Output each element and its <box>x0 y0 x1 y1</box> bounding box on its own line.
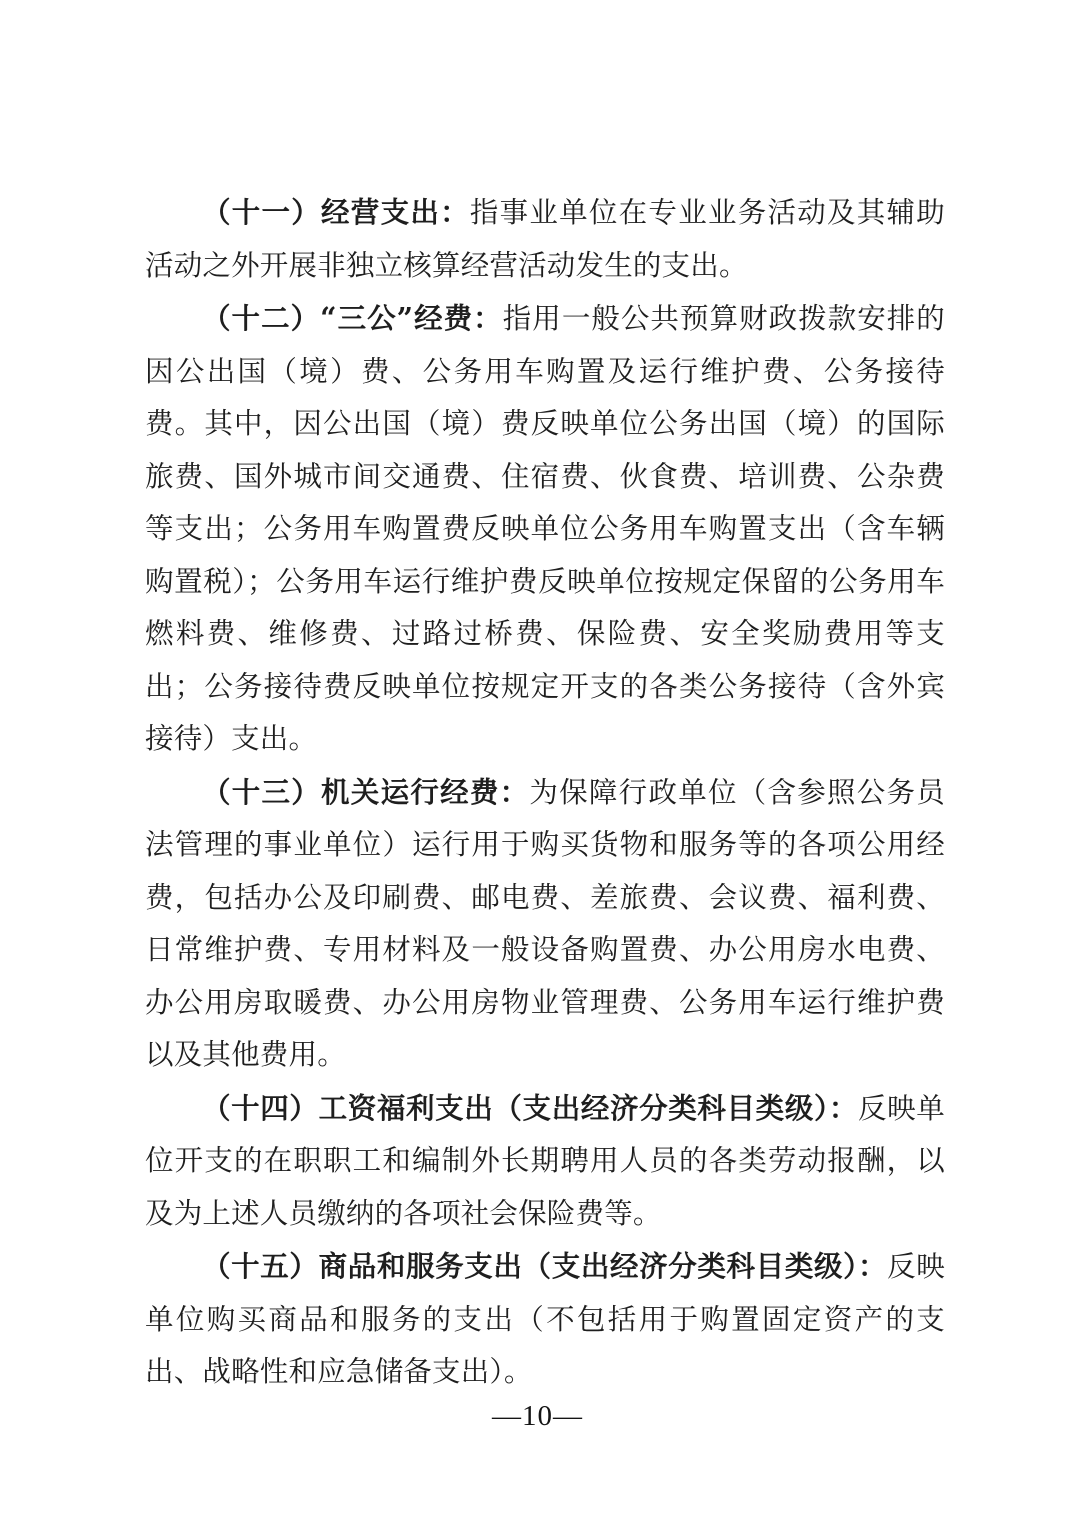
paragraph-lead: （十一）经营支出： <box>202 195 470 229</box>
paragraph <box>145 292 945 766</box>
paragraph-text: 指用一般公共预算财政拨款安排的因公出国（境）费、公务用车购置及运行维护费、公务接待费。其中，因公出国（境）费反映单位公务出国（境）的国际旅费、国外城市间交通费、住宿费、伙食费、培训费、公杂费等支出；公务用车购置费反映单位公务用车购置支出（含车辆购置税）；公务用车运行维护费反映单位按规定保留的公务用车燃料费、维修费、过路过桥费、保险费、安全奖励费用等支出；公务接待费反映单位按规定开支的各类公务接待（含外宾接待）支出。 <box>145 302 945 755</box>
paragraph-lead: （十五）商品和服务支出（支出经济分类科目类级）： <box>202 1249 888 1283</box>
paragraph <box>145 1240 945 1399</box>
paragraph-lead: （十四）工资福利支出（支出经济分类科目类级）： <box>202 1090 859 1125</box>
paragraph <box>145 766 945 1082</box>
paragraph <box>145 1082 945 1241</box>
paragraph-text: 反映单位购买商品和服务的支出（不包括用于购置固定资产的支出、战略性和应急储备支出）。 <box>145 1250 945 1388</box>
page-number: —10— <box>492 1400 583 1432</box>
document-body <box>145 186 945 1399</box>
paragraph-text: 为保障行政单位（含参照公务员法管理的事业单位）运行用于购买货物和服务等的各项公用经费，包括办公及印刷费、邮电费、差旅费、会议费、福利费、日常维护费、专用材料及一般设备购置费、办公用房水电费、办公用房取暖费、办公用房物业管理费、公务用车运行维护费以及其他费用。 <box>145 775 945 1071</box>
paragraph <box>145 186 945 292</box>
paragraph-lead: （十二）“三公”经费： <box>202 301 503 335</box>
paragraph-text: 指事业单位在专业业务活动及其辅助活动之外开展非独立核算经营活动发生的支出。 <box>145 196 945 282</box>
paragraph-lead: （十三）机关运行经费： <box>202 774 530 809</box>
paragraph-text: 反映单位开支的在职职工和编制外长期聘用人员的各类劳动报酬，以及为上述人员缴纳的各项社会保险费等。 <box>145 1091 945 1230</box>
